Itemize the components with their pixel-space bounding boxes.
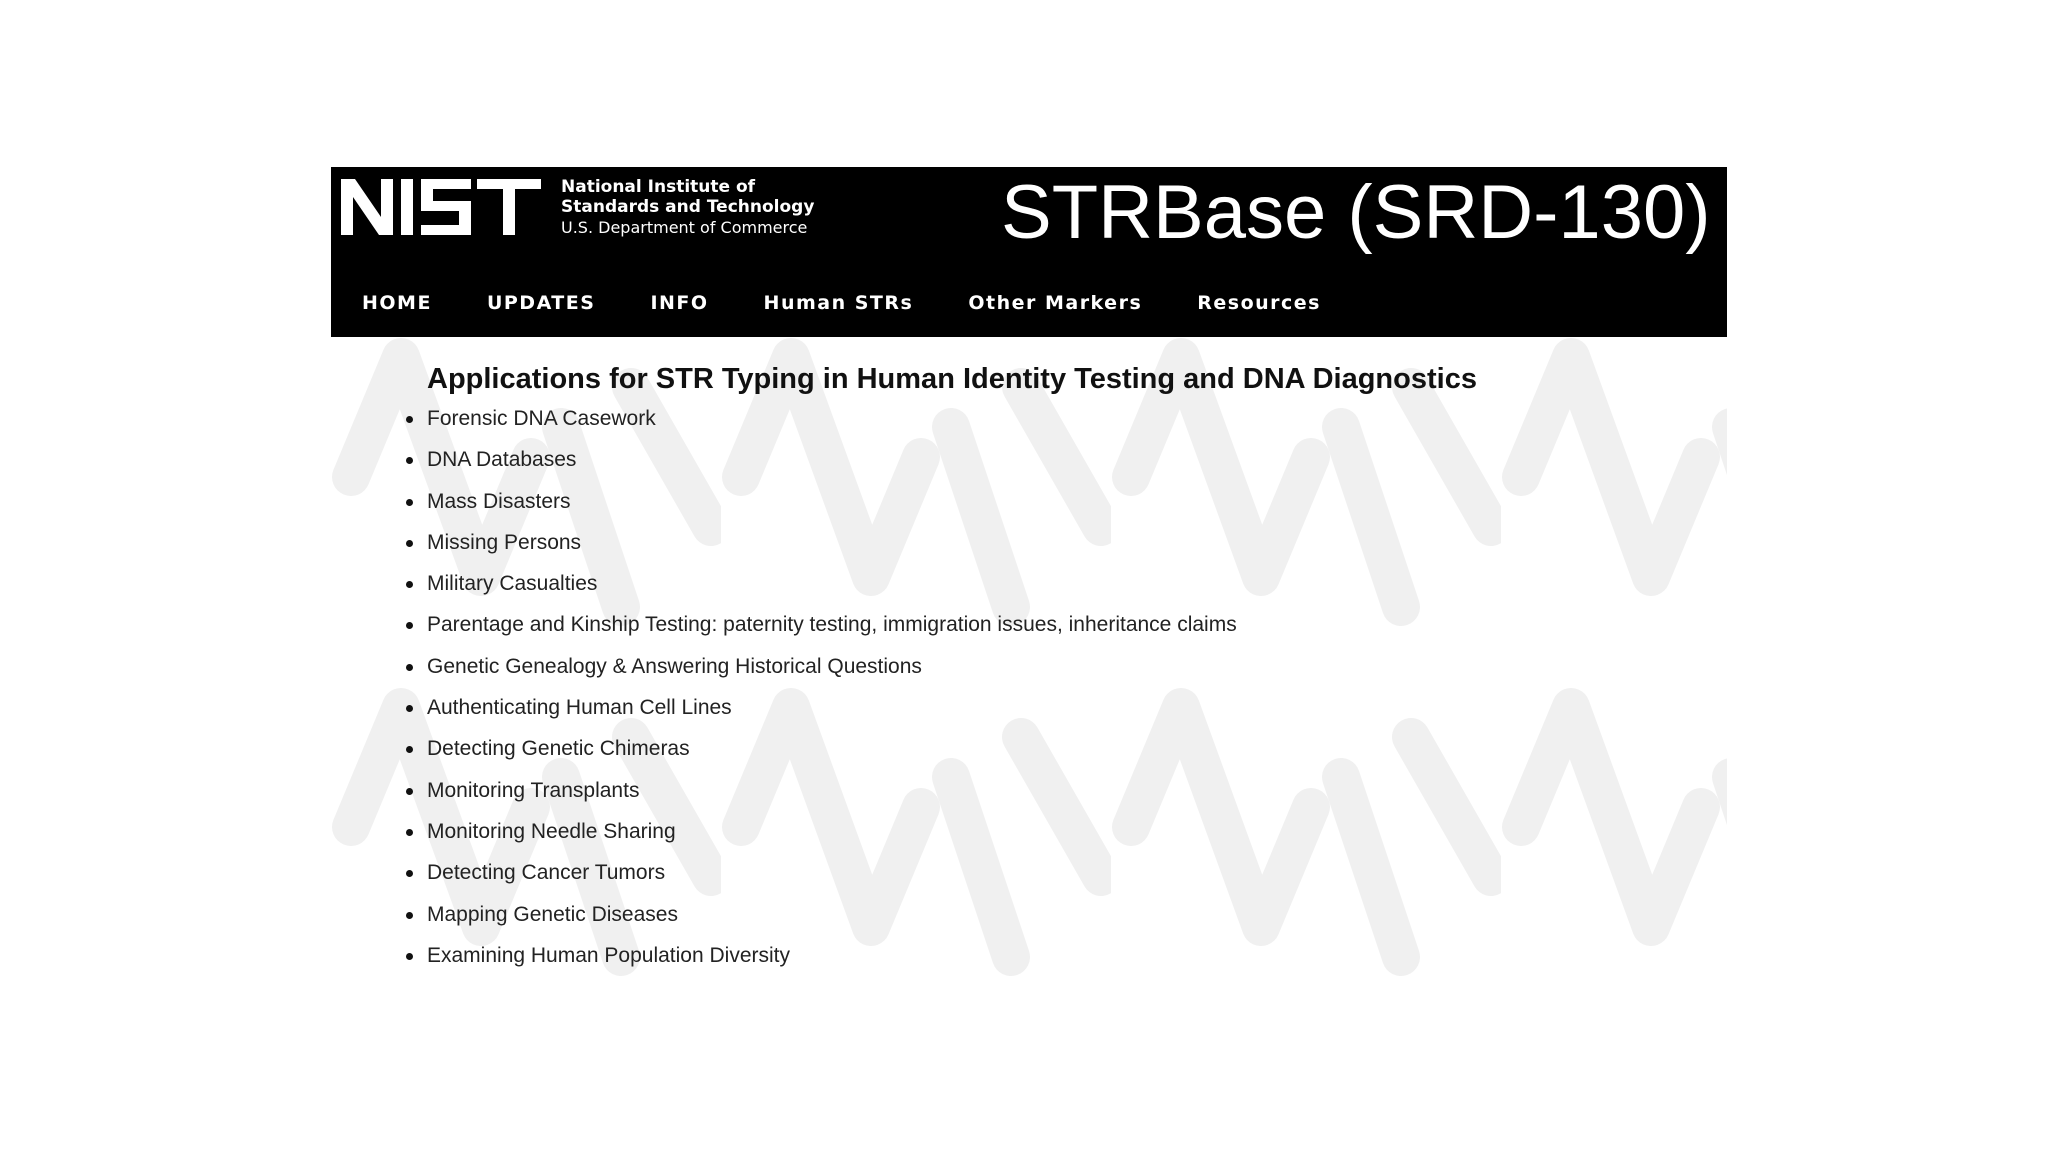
list-item [427,736,1237,777]
list-item-label: Monitoring Needle Sharing [427,819,676,843]
list-item-label: Missing Persons [427,530,582,554]
logo-line-3: U.S. Department of Commerce [561,217,808,237]
nav-item-updates[interactable]: UPDATES [486,292,596,314]
site-title: STRBase (SRD-130) [1001,170,1711,255]
list-item [427,695,1237,736]
bullet-icon [406,829,413,836]
bullet-icon [406,664,413,671]
nist-logo-mark [341,177,551,237]
site-header [331,167,1727,337]
page-heading: Applications for STR Typing in Human Identity Testing and DNA Diagnostics [427,363,1477,395]
list-item-label: DNA Databases [427,448,577,472]
list-item [427,530,1237,571]
list-item-label: Parentage and Kinship Testing: paternity testing, immigration issues, inheritance claims [427,613,1237,637]
list-item [427,654,1237,695]
list-item-label: Detecting Genetic Chimeras [427,737,690,761]
list-item [427,489,1237,530]
list-item [427,943,1237,984]
bullet-icon [406,788,413,795]
bullet-icon [406,416,413,423]
nav-item-human-strs[interactable]: Human STRs [763,292,914,314]
logo-line-1: National Institute of [561,177,756,198]
list-item [427,778,1237,819]
list-item [427,860,1237,901]
list-item-label: Mapping Genetic Diseases [427,902,678,926]
nav-item-resources[interactable]: Resources [1197,292,1321,314]
main-nav [331,273,1359,333]
list-item-label: Forensic DNA Casework [427,407,656,430]
list-item-label: Detecting Cancer Tumors [427,861,666,885]
page-frame [331,167,1727,990]
nist-logo[interactable] [341,177,814,237]
logo-text [561,177,814,237]
list-item [427,819,1237,860]
nav-item-info[interactable]: INFO [650,292,709,314]
bullet-icon [406,540,413,547]
list-item-label: Genetic Genealogy & Answering Historical Questions [427,654,922,678]
main-content [331,337,1727,990]
list-item-label: Monitoring Transplants [427,778,640,802]
bullet-icon [406,912,413,919]
list-item [427,571,1237,612]
list-item-label: Mass Disasters [427,489,571,513]
logo-line-2: Standards and Technology [561,197,815,218]
bullet-icon [406,499,413,506]
list-item [427,406,1237,447]
list-item-label: Examining Human Population Diversity [427,943,790,967]
list-item-label: Authenticating Human Cell Lines [427,696,732,720]
bullet-icon [406,953,413,960]
nav-item-other-markers[interactable]: Other Markers [968,292,1143,314]
nav-item-home[interactable]: HOME [362,292,432,314]
applications-list [427,406,1237,984]
list-item [427,447,1237,488]
list-item-label: Military Casualties [427,572,598,596]
list-item [427,902,1237,943]
list-item [427,612,1237,653]
